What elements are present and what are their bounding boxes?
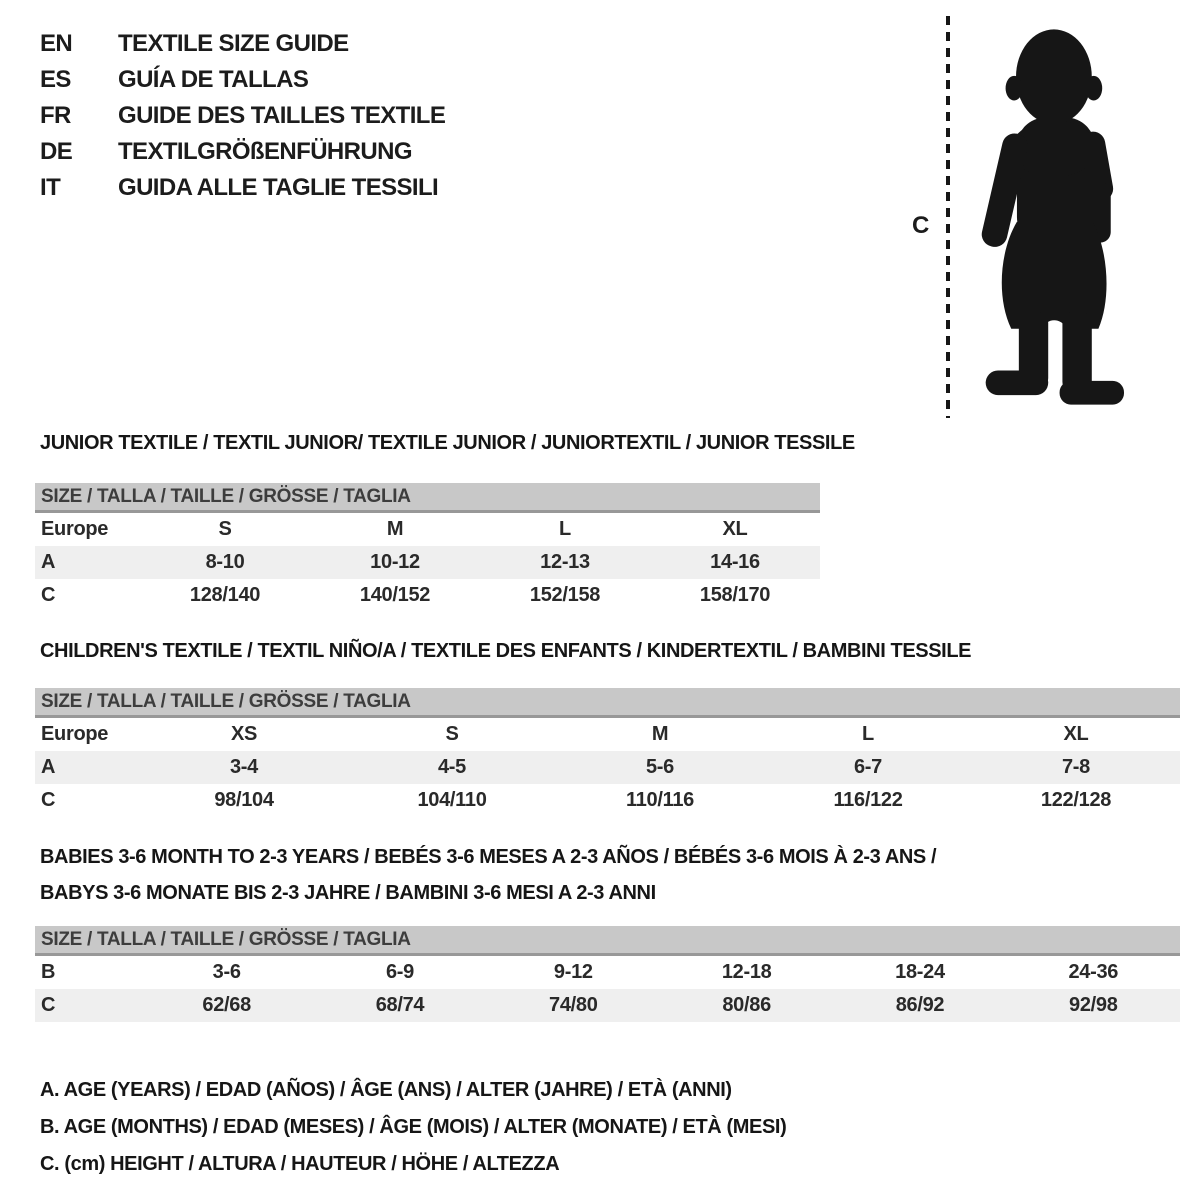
table-row-europe (35, 513, 820, 546)
language-row-fr (40, 98, 445, 134)
age-cell: 9-12 (553, 961, 593, 983)
row-label: A (41, 756, 56, 778)
table-row-height (35, 989, 1180, 1022)
age-cell: 8-10 (205, 551, 245, 573)
age-cell: 14-16 (710, 551, 760, 573)
age-cell: 12-18 (721, 961, 772, 983)
row-label: C (41, 994, 56, 1016)
note-height-cm: C. (cm) HEIGHT / ALTURA / HAUTEUR / HÖHE / ALTEZZA (40, 1153, 560, 1175)
age-cell: 7-8 (1061, 756, 1090, 778)
language-code: IT (40, 174, 61, 201)
age-cell: 3-4 (229, 756, 258, 778)
height-cell: 116/122 (833, 789, 903, 811)
language-title-list (40, 26, 445, 206)
size-header-bar: SIZE / TALLA / TAILLE / GRÖSSE / TAGLIA (35, 483, 820, 513)
language-title: GUIDE DES TAILLES TEXTILE (118, 102, 446, 129)
height-cell: 98/104 (214, 789, 274, 811)
height-cell: 128/140 (189, 584, 261, 606)
height-cell: 122/128 (1040, 789, 1112, 811)
size-header-bar: SIZE / TALLA / TAILLE / GRÖSSE / TAGLIA (35, 688, 1180, 718)
age-cell: 6-9 (385, 961, 414, 983)
age-cell: 18-24 (895, 961, 945, 983)
size-cell: S (218, 518, 232, 540)
height-cell: 158/170 (699, 584, 771, 606)
language-row-en (40, 26, 445, 62)
height-cell: 110/116 (626, 789, 694, 811)
language-code: ES (40, 66, 71, 93)
language-title: TEXTILGRÖßENFÜHRUNG (118, 138, 412, 165)
size-header-bar: SIZE / TALLA / TAILLE / GRÖSSE / TAGLIA (35, 926, 1180, 956)
height-cell: 62/68 (202, 994, 251, 1016)
table-row-age (35, 751, 1180, 784)
language-row-it (40, 170, 445, 206)
age-cell: 5-6 (645, 756, 674, 778)
table-row-europe (35, 718, 1180, 751)
height-cell: 92/98 (1069, 994, 1118, 1016)
language-code: FR (40, 102, 71, 129)
language-code: DE (40, 138, 73, 165)
age-cell: 10-12 (370, 551, 420, 573)
height-cell: 68/74 (375, 994, 425, 1016)
height-cell: 86/92 (895, 994, 945, 1016)
language-title: GUÍA DE TALLAS (118, 66, 309, 93)
section-title-junior: JUNIOR TEXTILE / TEXTIL JUNIOR/ TEXTILE JUNIOR / JUNIORTEXTIL / JUNIOR TESSILE (40, 432, 855, 454)
language-code: EN (40, 30, 73, 57)
language-row-es (40, 62, 445, 98)
row-label: B (41, 961, 56, 983)
section-title-children: CHILDREN'S TEXTILE / TEXTIL NIÑO/A / TEXTILE DES ENFANTS / KINDERTEXTIL / BAMBINI TESSILE (40, 640, 972, 662)
row-label: C (41, 789, 56, 811)
size-cell: L (559, 518, 571, 540)
size-table-junior (35, 483, 820, 612)
section-title-babies-line1: BABIES 3-6 MONTH TO 2-3 YEARS / BEBÉS 3-6 MESES A 2-3 AÑOS / BÉBÉS 3-6 MOIS À 2-3 ANS / (40, 846, 937, 868)
table-row-height (35, 579, 820, 612)
table-row-age-months (35, 956, 1180, 989)
height-cell: 152/158 (529, 584, 601, 606)
language-row-de (40, 134, 445, 170)
size-cell: L (862, 723, 874, 745)
age-cell: 12-13 (540, 551, 590, 573)
row-label: C (41, 584, 56, 606)
language-title: TEXTILE SIZE GUIDE (118, 30, 349, 57)
toddler-silhouette-icon (962, 18, 1142, 416)
row-label: Europe (41, 518, 109, 540)
size-table-children (35, 688, 1180, 817)
note-age-months: B. AGE (MONTHS) / EDAD (MESES) / ÂGE (MOIS) / ALTER (MONATE) / ETÀ (MESI) (40, 1116, 787, 1138)
height-measure-label: C (912, 212, 929, 239)
note-age-years: A. AGE (YEARS) / EDAD (AÑOS) / ÂGE (ANS) / ALTER (JAHRE) / ETÀ (ANNI) (40, 1079, 732, 1101)
age-cell: 24-36 (1068, 961, 1119, 983)
section-title-babies-line2: BABYS 3-6 MONATE BIS 2-3 JAHRE / BAMBINI 3-6 MESI A 2-3 ANNI (40, 882, 656, 904)
height-cell: 74/80 (549, 994, 598, 1016)
table-row-height (35, 784, 1180, 817)
height-cell: 140/152 (359, 584, 431, 606)
age-cell: 6-7 (853, 756, 882, 778)
size-cell: XS (230, 723, 258, 745)
size-table-babies (35, 926, 1180, 1022)
height-cell: 104/110 (417, 789, 487, 811)
age-cell: 4-5 (437, 756, 466, 778)
height-measure-dashed-line (946, 16, 950, 418)
legend-notes (40, 1072, 786, 1183)
size-cell: S (445, 723, 459, 745)
language-title: GUIDA ALLE TAGLIE TESSILI (118, 174, 439, 201)
age-cell: 3-6 (212, 961, 241, 983)
row-label: Europe (41, 723, 109, 745)
size-cell: XL (1063, 723, 1089, 745)
size-cell: M (386, 518, 404, 540)
table-row-age (35, 546, 820, 579)
size-cell: M (651, 723, 669, 745)
size-cell: XL (722, 518, 748, 540)
height-cell: 80/86 (722, 994, 771, 1016)
row-label: A (41, 551, 56, 573)
